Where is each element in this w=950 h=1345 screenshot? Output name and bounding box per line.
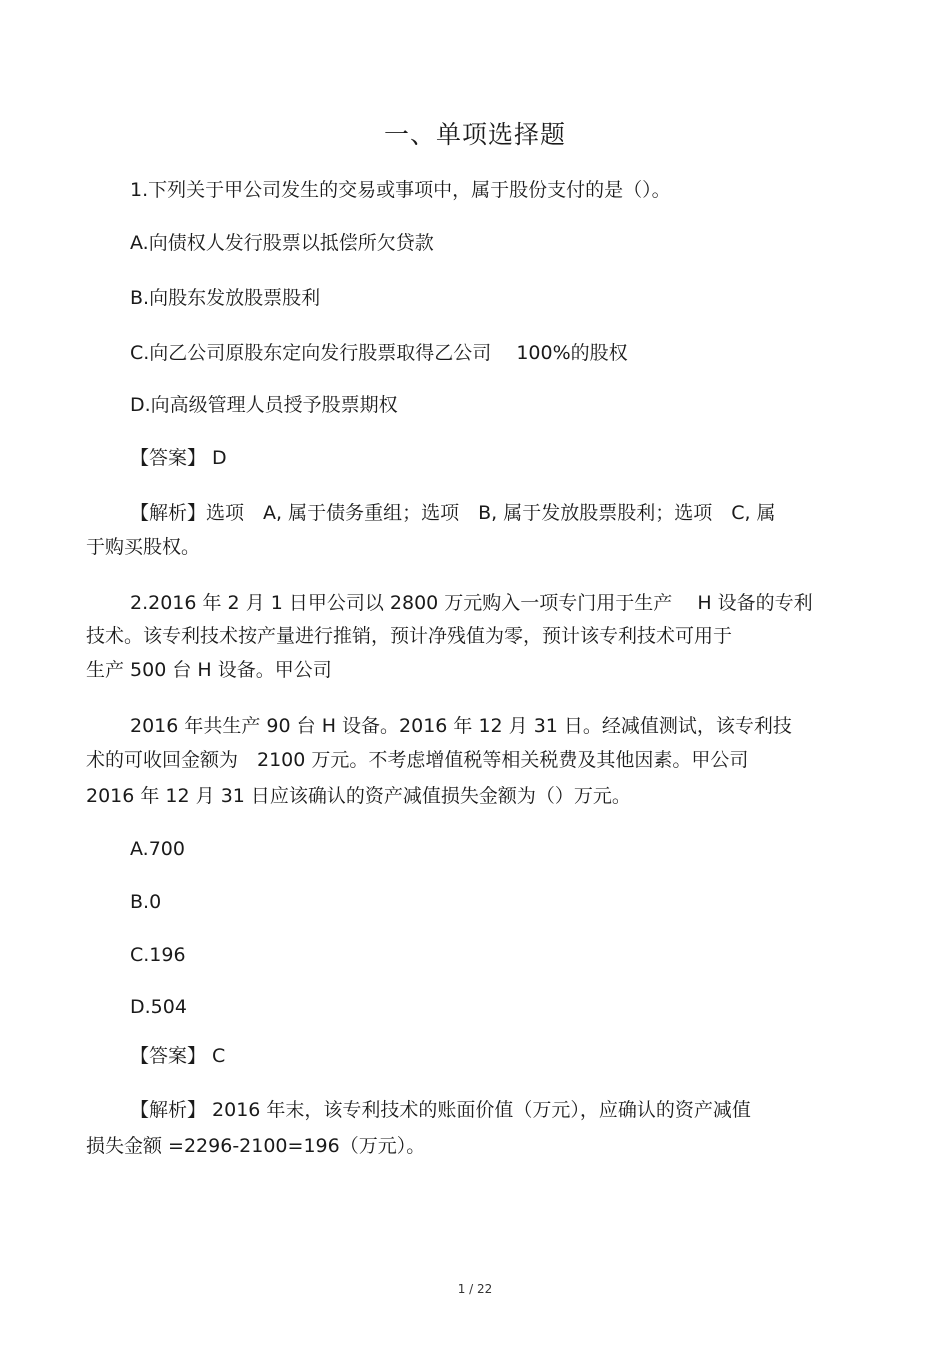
question-1-option-a: A.向债权人发行股票以抵偿所欠贷款 <box>130 232 434 254</box>
question-1-stem: 1.下列关于甲公司发生的交易或事项中，属于股份支付的是（）。 <box>130 179 671 201</box>
question-1-option-b: B.向股东发放股票股利 <box>130 287 321 309</box>
question-2-option-b: B.0 <box>130 891 162 913</box>
question-2-option-c: C.196 <box>130 944 186 966</box>
question-1-option-d: D.向高级管理人员授予股票期权 <box>130 394 398 416</box>
question-2-answer: 【答案】 C <box>130 1045 226 1067</box>
section-title: 一、单项选择题 <box>383 120 566 149</box>
question-2-stem-line-5: 术的可收回金额为 2100 万元。不考虑增值税等相关税费及其他因素。甲公司 <box>86 749 749 771</box>
question-2-option-a: A.700 <box>130 838 185 860</box>
question-1-answer: 【答案】 D <box>130 447 227 469</box>
question-2-stem-line-2: 技术。该专利技术按产量进行推销，预计净残值为零，预计该专利技术可用于 <box>86 625 733 647</box>
question-1-explanation-line-1: 【解析】选项 A, 属于债务重组；选项 B, 属于发放股票股利；选项 C, 属 <box>130 502 776 524</box>
question-2-option-d: D.504 <box>130 996 187 1018</box>
question-2-explanation-line-2: 损失金额 =2296-2100=196（万元）。 <box>86 1135 426 1157</box>
question-2-stem-line-3: 生产 500 台 H 设备。甲公司 <box>86 659 332 681</box>
question-1-option-c: C.向乙公司原股东定向发行股票取得乙公司 100%的股权 <box>130 342 628 364</box>
question-2-explanation-line-1: 【解析】 2016 年末，该专利技术的账面价值（万元），应确认的资产减值 <box>130 1099 751 1121</box>
question-2-stem-line-6: 2016 年 12 月 31 日应该确认的资产减值损失金额为（）万元。 <box>86 785 631 807</box>
question-2-stem-line-1: 2.2016 年 2 月 1 日甲公司以 2800 万元购入一项专门用于生产 H 设备的专利 <box>130 592 813 614</box>
question-1-explanation-line-2: 于购买股权。 <box>86 536 201 558</box>
page-indicator: 1 / 22 <box>457 1282 493 1296</box>
question-2-stem-line-4: 2016 年共生产 90 台 H 设备。2016 年 12 月 31 日。经减值测试，该专利技 <box>130 715 792 737</box>
